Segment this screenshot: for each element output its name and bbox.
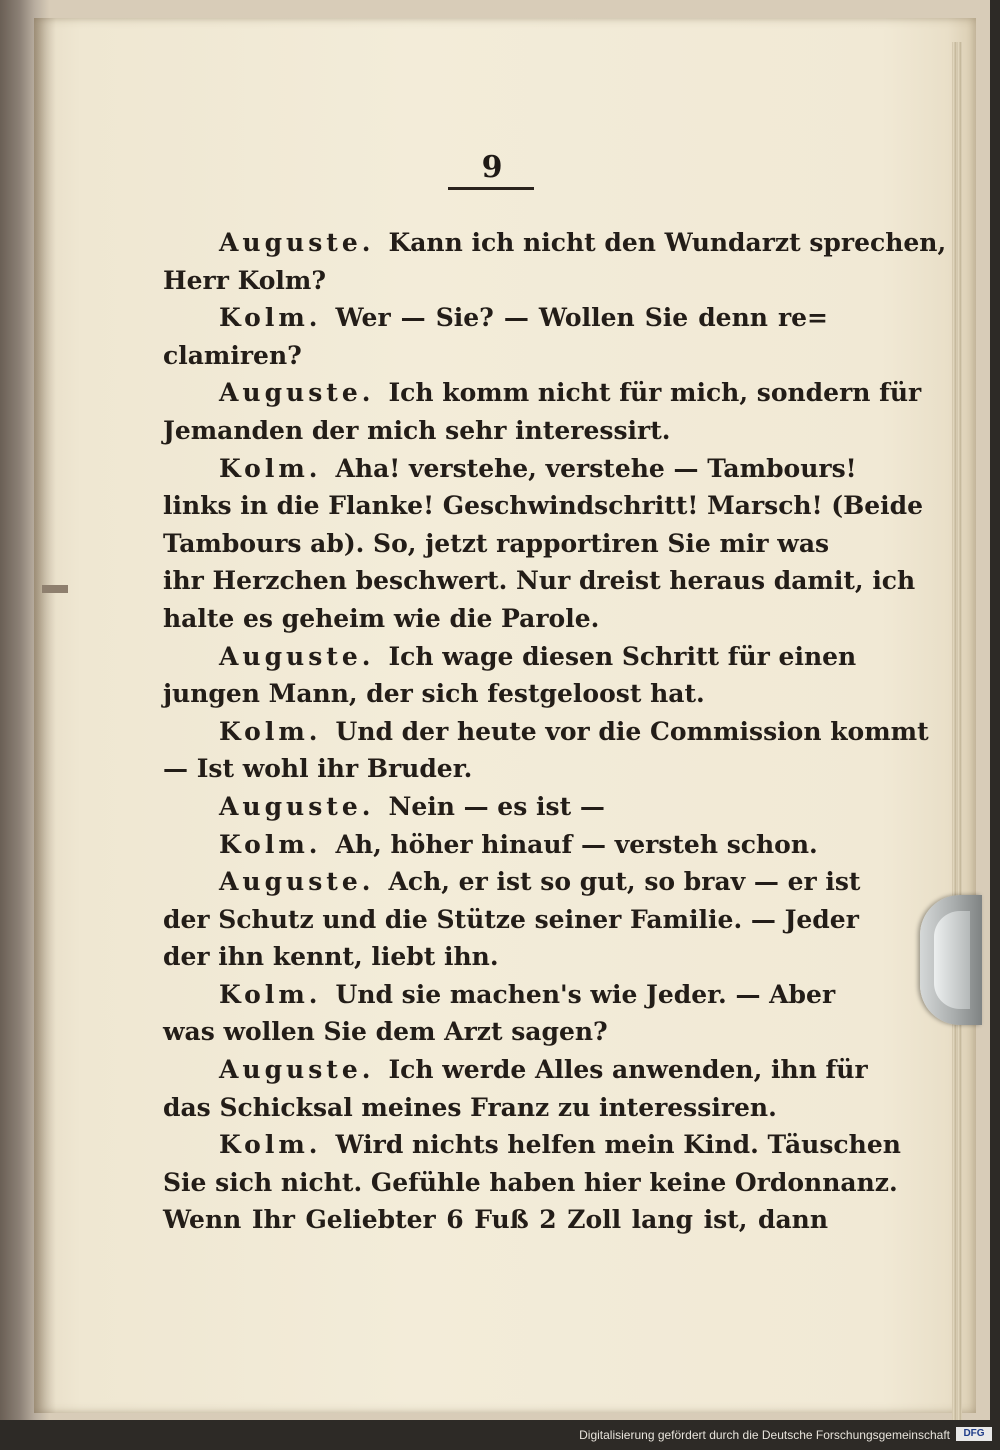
dialogue-text: Wer — Sie? — Wollen Sie denn re= bbox=[335, 303, 828, 333]
text-line bbox=[163, 487, 924, 525]
dialogue-text: der Schutz und die Stütze seiner Familie. — Jeder bbox=[163, 904, 859, 934]
text-line bbox=[163, 788, 828, 826]
dialogue-text: ihr Herzchen beschwert. Nur dreist heraus damit, ich bbox=[163, 566, 916, 596]
binding-thread bbox=[42, 585, 68, 593]
dialogue-text: der ihn kennt, liebt ihn. bbox=[163, 942, 499, 972]
dialogue-text: — Ist wohl ihr Bruder. bbox=[163, 754, 473, 784]
speaker-name: Auguste. bbox=[219, 378, 375, 408]
dialogue-text: das Schicksal meines Franz zu interessiren. bbox=[163, 1092, 777, 1122]
text-line bbox=[163, 1089, 828, 1127]
dialogue-text: was wollen Sie dem Arzt sagen? bbox=[163, 1017, 608, 1047]
dialogue-text: Wird nichts helfen mein Kind. Täuschen bbox=[335, 1130, 901, 1160]
text-line bbox=[163, 262, 828, 300]
dialogue-text: Ich wage diesen Schritt für einen bbox=[388, 641, 857, 671]
page-number: 9 bbox=[481, 150, 503, 185]
text-line bbox=[163, 938, 828, 976]
text-line bbox=[163, 976, 836, 1014]
speaker-name: Kolm. bbox=[219, 453, 322, 483]
dialogue-text: Ich komm nicht für mich, sondern für bbox=[388, 378, 922, 408]
speaker-name: Auguste. bbox=[219, 1055, 375, 1085]
text-line bbox=[163, 1126, 901, 1164]
text-line bbox=[163, 600, 828, 638]
page-gutter-shadow bbox=[34, 18, 56, 1413]
page-clip-highlight bbox=[934, 911, 970, 1009]
speaker-name: Kolm. bbox=[219, 716, 322, 746]
speaker-name: Kolm. bbox=[219, 303, 322, 333]
footer-credit: Digitalisierung gefördert durch die Deutsche Forschungsgemeinschaft bbox=[579, 1428, 950, 1442]
text-line bbox=[163, 299, 828, 337]
text-line bbox=[163, 525, 828, 563]
text-line bbox=[163, 450, 857, 488]
text-line bbox=[163, 412, 828, 450]
text-line bbox=[163, 863, 861, 901]
page-number-rule bbox=[448, 187, 534, 190]
text-line bbox=[163, 1164, 898, 1202]
dialogue-text: Und sie machen's wie Jeder. — Aber bbox=[335, 979, 836, 1009]
text-line bbox=[163, 750, 828, 788]
dialogue-text: Sie sich nicht. Gefühle haben hier keine Ordonnanz. bbox=[163, 1167, 898, 1197]
speaker-name: Kolm. bbox=[219, 829, 322, 859]
dialogue-text: Nein — es ist — bbox=[388, 791, 605, 821]
text-line bbox=[163, 337, 828, 375]
dialogue-text: clamiren? bbox=[163, 340, 302, 370]
text-line bbox=[163, 826, 828, 864]
dialogue-text: Tambours ab). So, jetzt rapportiren Sie mir was bbox=[163, 528, 830, 558]
speaker-name: Auguste. bbox=[219, 791, 375, 821]
speaker-name: Kolm. bbox=[219, 1130, 322, 1160]
dfg-logo: DFG bbox=[956, 1427, 992, 1441]
dialogue-text: Jemanden der mich sehr interessirt. bbox=[163, 415, 671, 445]
dialogue-text: Ah, höher hinauf — versteh schon. bbox=[335, 829, 818, 859]
text-line bbox=[163, 374, 922, 412]
text-line bbox=[163, 224, 947, 262]
dialogue-text: Ach, er ist so gut, so brav — er ist bbox=[388, 867, 861, 897]
text-line bbox=[163, 1201, 828, 1239]
speaker-name: Auguste. bbox=[219, 641, 375, 671]
dialogue-text: Und der heute vor die Commission kommt bbox=[335, 716, 929, 746]
dialogue-text: Wenn Ihr Geliebter 6 Fuß 2 Zoll lang ist, dann bbox=[163, 1205, 828, 1235]
speaker-name: Auguste. bbox=[219, 867, 375, 897]
text-line bbox=[163, 1013, 828, 1051]
speaker-name: Kolm. bbox=[219, 979, 322, 1009]
text-line bbox=[163, 562, 916, 600]
text-line bbox=[163, 901, 859, 939]
text-line bbox=[163, 713, 929, 751]
dialogue-text: halte es geheim wie die Parole. bbox=[163, 603, 600, 633]
page-clip bbox=[920, 895, 982, 1025]
speaker-name: Auguste. bbox=[219, 228, 375, 257]
dialogue-text: jungen Mann, der sich festgeloost hat. bbox=[163, 679, 705, 709]
dialogue-text: Aha! verstehe, verstehe — Tambours! bbox=[335, 453, 857, 483]
dialogue-text: links in die Flanke! Geschwindschritt! Marsch! (Beide bbox=[163, 491, 924, 521]
dialogue-text: Ich werde Alles anwenden, ihn für bbox=[388, 1055, 868, 1085]
dialogue-text: Herr Kolm? bbox=[163, 265, 327, 295]
text-line bbox=[163, 675, 828, 713]
page-stack-edge bbox=[952, 42, 962, 1422]
text-line bbox=[163, 1051, 868, 1089]
text-line bbox=[163, 638, 857, 676]
dialogue-text: Kann ich nicht den Wundarzt sprechen, bbox=[388, 228, 947, 257]
page-text bbox=[163, 224, 947, 1239]
